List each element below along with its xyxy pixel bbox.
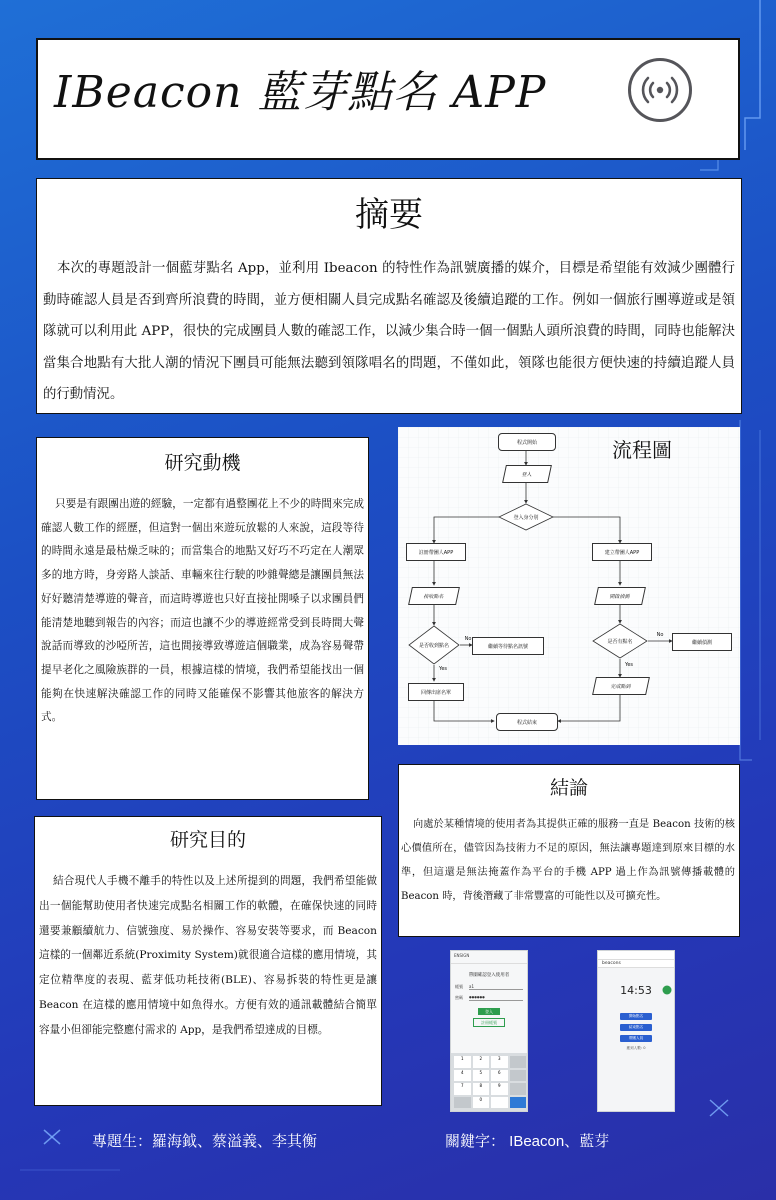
keywords-text: 關鍵字： IBeacon、藍芽 [445, 1133, 610, 1150]
motivation-body: 只要是有跟團出遊的經驗，一定都有過整團花上不少的時間來完成確認人數工作的經歷，但這對一個出來遊玩放鬆的人來說，這段等待的時間永遠是最枯燥乏味的；而當集合的地點又好巧不巧定在人潮眾多的地方時，身旁路人談話、車輛來往行駛的吵雜聲總是讓團員無法好好聽清楚導遊的聲音，而這時導遊也只好直接扯開嗓子以求團員們能清楚地聽到報告的內容；而這也讓不少的導遊經常受到長時間大聲說話而導致的沙啞所苦，這也間接導致導遊這個職業，成為容易聲帶提早老化之風險族群的一員，根據這樣的情境，我們希望能找出一個能夠在快速解決確認工作的同時又能確保不影響其他旅客的解決方式。 [41, 498, 364, 724]
phone-right-time: 14:53 [620, 984, 652, 997]
phone-right-button-stop[interactable]: 結束點名 [620, 1024, 652, 1031]
flow-decision-member-label: 是否收到點名 [418, 642, 449, 649]
phone-right-button-leader[interactable]: 帶團人員 [620, 1035, 652, 1042]
conclusion-section [398, 764, 740, 937]
flowchart-section [398, 427, 740, 745]
flow-receive-rollcall: 接收點名 [408, 587, 460, 605]
keyboard-key[interactable]: 9 [491, 1083, 508, 1095]
authors-text: 專題生：羅海鉞、蔡溢義、李其衡 [92, 1133, 318, 1150]
abstract-section [36, 178, 742, 414]
conclusion-heading: 結論 [549, 777, 588, 799]
flow-continue-leader: 繼續偵測 [672, 633, 732, 651]
phone-right-count: 應到人數: 0 [626, 1046, 646, 1050]
phone-right-app-title: beacons [598, 960, 674, 968]
phone-left-account-value[interactable]: a1 [469, 984, 523, 990]
purpose-heading: 研究目的 [169, 829, 246, 851]
phone-right-indicator-icon [662, 985, 672, 995]
keyboard-key[interactable]: 1 [454, 1056, 471, 1068]
motivation-section [36, 437, 369, 800]
flow-register-member: 註冊帶團人APP [406, 543, 466, 561]
keyboard-key[interactable] [510, 1083, 527, 1095]
keyboard-key[interactable]: 5 [473, 1070, 490, 1082]
flow-label-no-left: No [464, 636, 472, 642]
title-banner [36, 38, 740, 160]
poster-title: IBeacon 藍芽點名 APP [54, 67, 547, 118]
flow-start: 程式開始 [498, 433, 556, 451]
keyboard-key[interactable]: 3 [491, 1056, 508, 1068]
flow-label-yes-left: Yes [438, 666, 448, 672]
flow-decision-leader-label: 是否有點名 [607, 638, 633, 645]
flow-login: 登入 [502, 465, 552, 483]
abstract-body: 本次的專題設計一個藍芽點名 App，並利用 Ibeacon 的特性作為訊號廣播的媒介，目標是希望能有效減少團體行動時確認人員是否到齊所浪費的時間，並方便相關人員完成點名確認及後續追蹤的工作。例如一個旅行團導遊或是領隊就可以利用此 APP，很快的完成團員人數的確認工作，以減少集合時一個一個點人頭所浪費的時間，同時也能解決當集合地點有大批人潮的情況下團員可能無法聽到領隊唱名的問題，不僅如此，領隊也能很方便快速的持續追蹤人員的行動情況。 [43, 261, 735, 402]
phone-left-password-label: 密碼 [455, 995, 463, 1000]
keyboard-key[interactable] [491, 1097, 508, 1109]
keyboard-key[interactable] [510, 1056, 527, 1068]
flow-decision-role-label: 登入身分別 [513, 514, 539, 521]
phone-screenshot-rollcall [597, 950, 675, 1112]
motivation-heading: 研究動機 [164, 452, 241, 474]
flow-open-device: 開啟偵測 [594, 587, 646, 605]
conclusion-body: 向處於某種情境的使用者為其提供正確的服務一直是 Beacon 技術的核心價值所在，儘管因為技術力不足的原因，無法讓專題達到原來目標的水準，但這還是無法掩蓋作為平台的手機 APP 過上作為訊號傳播載體的 Beacon 時，背後潛藏了非常豐富的可能性以及可擴充性。 [401, 819, 735, 902]
keyboard-key[interactable] [510, 1097, 527, 1109]
flow-continue-member: 繼續等待點名訊號 [472, 637, 544, 655]
phone-left-keyboard [451, 1053, 528, 1111]
flow-send-list: 回傳出席名單 [408, 683, 464, 701]
flow-label-yes-right: Yes [624, 662, 634, 668]
phone-left-register-link[interactable]: 註冊帳號 [473, 1018, 505, 1027]
flow-label-no-right: No [656, 632, 664, 638]
abstract-heading: 摘要 [355, 195, 423, 235]
phone-left-password-value[interactable]: ●●●●●● [469, 995, 523, 1001]
keyboard-key[interactable]: 6 [491, 1070, 508, 1082]
phone-left-login-button[interactable]: 登入 [478, 1008, 500, 1015]
phone-screenshot-login [450, 950, 528, 1112]
flow-end: 程式結束 [496, 713, 558, 731]
keyboard-key[interactable] [454, 1097, 471, 1109]
keyboard-key[interactable]: 2 [473, 1056, 490, 1068]
keyboard-key[interactable]: 7 [454, 1083, 471, 1095]
purpose-body: 結合現代人手機不離手的特性以及上述所提到的問題，我們希望能做出一個能幫助使用者快速完成點名相關工作的軟體，在確保快速的同時還要兼顧續航力、信號強度、易於操作、容易安裝等要求，而 Beacon 這樣的一個鄰近系統(Proximity System)就很適合這樣的應用情境，其定位精準度的表現、藍芽低功耗技術(BLE)、容易拆裝的特性更是讓 Beacon 在這樣的應用情境中如魚得水。方便有效的通訊載體結合簡單容量小但卻能完整應付需求的 App，是我們希望達成的目標。 [39, 875, 377, 1036]
beacon-signal-icon [628, 58, 692, 122]
keyboard-key[interactable]: 4 [454, 1070, 471, 1082]
phone-left-account-label: 帳號 [455, 984, 463, 989]
flow-finish-rollcall: 完成點到 [592, 677, 650, 695]
keyboard-key[interactable]: 0 [473, 1097, 490, 1109]
purpose-section [34, 816, 382, 1106]
phone-left-form-title: 帶團確認登入使用者 [468, 973, 510, 978]
keyboard-key[interactable]: 8 [473, 1083, 490, 1095]
flowchart-heading: 流程圖 [612, 438, 672, 462]
phone-right-button-start[interactable]: 開始點名 [620, 1013, 652, 1020]
phone-left-status: ENSIGN [451, 951, 527, 964]
keyboard-key[interactable] [510, 1070, 527, 1082]
flow-register-leader: 建立帶團人APP [592, 543, 652, 561]
